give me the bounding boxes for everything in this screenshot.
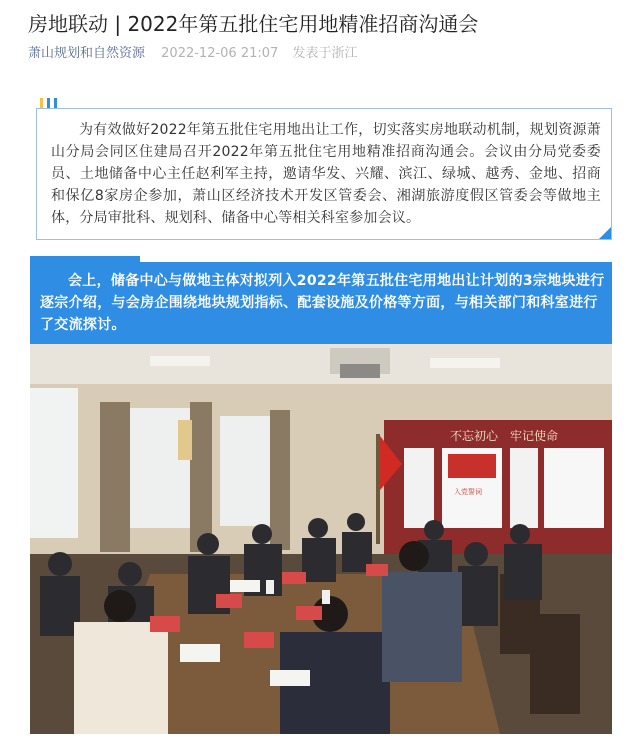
meeting-photo[interactable] [30,344,612,734]
publish-location: 发表于浙江 [292,46,358,61]
slogan-text: 不忘初心 牢记使命 [450,429,559,443]
author-link[interactable]: 萧山规划和自然资源 [28,46,146,61]
meeting-photo-illustration [30,344,612,734]
article-meta [28,44,357,64]
publish-date: 2022-12-06 21:07 [161,46,279,61]
article-title: 房地联动 | 2022年第五批住宅用地精准招商沟通会 [28,12,479,36]
highlight-paragraph: 会上，储备中心与做地主体对拟列入2022年第五批住宅用地出让计划的3宗地块进行逐宗介绍，与会房企围绕地块规划指标、配套设施及价格等方面，与相关部门和科室进行了交流探讨。 [40,273,605,333]
intro-quote-box [36,108,612,240]
highlight-banner [30,262,612,344]
corner-triangle-icon [599,227,611,239]
banner-tab-decoration [30,256,140,262]
intro-paragraph: 为有效做好2022年第五批住宅用地出让工作，切实落实房地联动机制，规划资源萧山分局会同区住建局召开2022年第五批住宅用地精准招商沟通会。会议由分局党委委员、土地储备中心主任赵利军主持，邀请华发、兴耀、滨江、绿城、越秀、金地、招商和保亿8家房企参加，萧山区经济技术开发区管委会、湘湖旅游度假区管委会等做地主体，分局审批科、规划科、储备中心等相关科室参加会议。 [51,122,601,226]
board-title-text: 入党誓词 [454,488,482,496]
